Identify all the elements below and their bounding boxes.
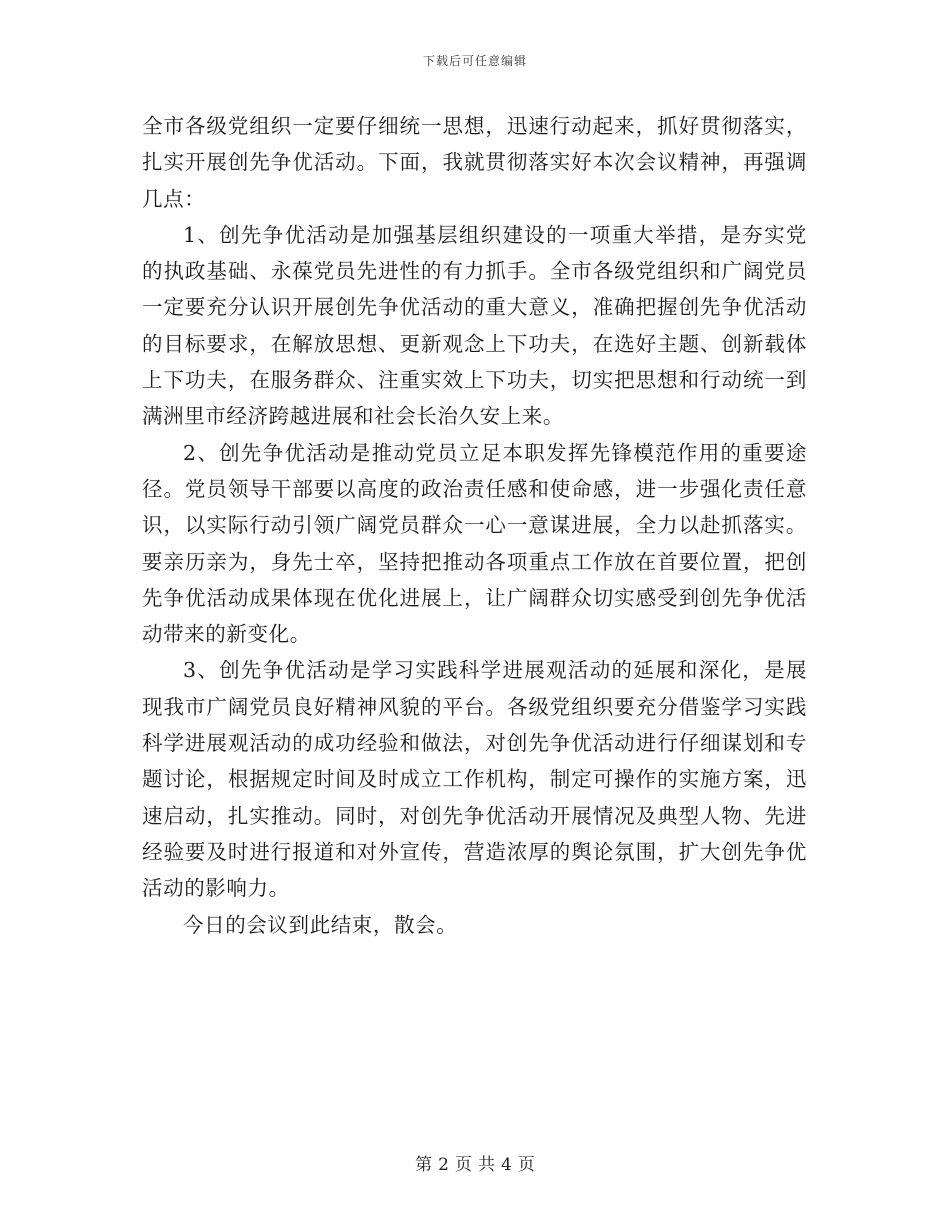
footer-prefix: 第 bbox=[415, 1155, 433, 1175]
paragraph-point-2: 2、创先争优活动是推动党员立足本职发挥先锋模范作用的重要途径。党员领导干部要以高度的政治责任感和使命感，进一步强化责任意识，以实际行动引领广阔党员群众一心一意谋进展，全力以赴抓落实。要亲历亲为，身先士卒，坚持把推动各项重点工作放在首要位置，把创先争优活动成果体现在优化进展上，让广阔群众切实感受到创先争优活动带来的新变化。 bbox=[142, 440, 807, 647]
footer-page-word: 页 bbox=[455, 1155, 472, 1175]
page-number-footer bbox=[0, 1150, 950, 1175]
footer-current-page: 2 bbox=[438, 1155, 449, 1175]
footer-total-pages: 4 bbox=[501, 1155, 512, 1175]
paragraph-closing: 今日的会议到此结束，散会。 bbox=[183, 912, 458, 937]
paragraph-point-1: 1、创先争优活动是加强基层组织建设的一项重大举措，是夯实党的执政基础、永葆党员先进性的有力抓手。全市各级党组织和广阔党员一定要充分认识开展创先争优活动的重大意义，准确把握创先争优活动的目标要求，在解放思想、更新观念上下功夫，在选好主题、创新载体上下功夫，在服务群众、注重实效上下功夫，切实把思想和行动统一到满洲里市经济跨越进展和社会长治久安上来。 bbox=[142, 222, 807, 429]
footer-suffix: 页 bbox=[517, 1155, 535, 1175]
page-header-note: 下载后可任意编辑 bbox=[422, 54, 527, 68]
paragraph-intro: 全市各级党组织一定要仔细统一思想，迅速行动起来，抓好贯彻落实，扎实开展创先争优活动。下面，我就贯彻落实好本次会议精神，再强调几点： bbox=[142, 114, 807, 211]
document-body bbox=[142, 108, 807, 943]
paragraph-point-3: 3、创先争优活动是学习实践科学进展观活动的延展和深化，是展现我市广阔党员良好精神风貌的平台。各级党组织要充分借鉴学习实践科学进展观活动的成功经验和做法，对创先争优活动进行仔细谋划和专题讨论，根据规定时间及时成立工作机构，制定可操作的实施方案，迅速启动，扎实推动。同时，对创先争优活动开展情况及典型人物、先进经验要及时进行报道和对外宣传，营造浓厚的舆论氛围，扩大创先争优活动的影响力。 bbox=[142, 658, 807, 901]
footer-total-word: 共 bbox=[478, 1155, 495, 1175]
